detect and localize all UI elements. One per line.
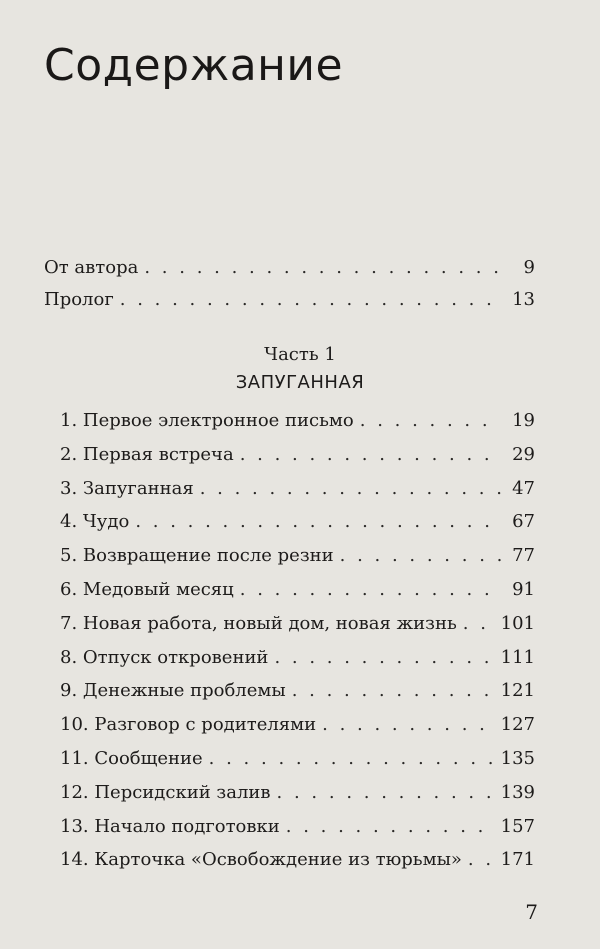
toc-entry bbox=[44, 284, 535, 316]
toc-entry-label: 14. Карточка «Освобождение из тюрьмы» bbox=[60, 849, 462, 871]
page-title: Содержание bbox=[44, 40, 344, 91]
toc-entry bbox=[60, 438, 535, 472]
dot-leader bbox=[463, 607, 495, 641]
chapter-list bbox=[60, 404, 535, 877]
toc-entry-page: 127 bbox=[500, 714, 535, 736]
toc-entry-label: 8. Отпуск откровений bbox=[60, 646, 269, 668]
toc-entry bbox=[60, 674, 535, 708]
dot-leader bbox=[240, 438, 501, 472]
toc-entry-page: 29 bbox=[512, 443, 535, 465]
toc-entry bbox=[60, 742, 535, 776]
dot-leader bbox=[274, 641, 494, 675]
toc-entry-page: 121 bbox=[500, 680, 535, 702]
toc-entry-label: 1. Первое электронное письмо bbox=[60, 410, 354, 431]
toc-entry-label: 5. Возвращение после резни bbox=[60, 545, 334, 567]
toc-entry-label: 13. Начало подготовки bbox=[60, 815, 280, 837]
dot-leader bbox=[286, 810, 495, 844]
toc-entry bbox=[60, 843, 535, 877]
dot-leader bbox=[240, 573, 501, 607]
dot-leader bbox=[200, 472, 501, 506]
toc-entry-page: 139 bbox=[500, 781, 535, 803]
toc-entry-page: 13 bbox=[512, 289, 535, 310]
toc-entry bbox=[60, 776, 535, 810]
dot-leader bbox=[135, 505, 501, 539]
page-number: 7 bbox=[525, 900, 538, 924]
toc-entry-page: 77 bbox=[512, 545, 535, 567]
toc-entry bbox=[60, 708, 535, 742]
toc-entry-page: 9 bbox=[523, 257, 535, 278]
toc-entry bbox=[60, 505, 535, 539]
toc-entry bbox=[60, 573, 535, 607]
toc-entry bbox=[44, 252, 535, 284]
toc-entry-label: 6. Медовый месяц bbox=[60, 578, 234, 600]
dot-leader bbox=[209, 742, 495, 776]
toc-entry-label: 12. Персидский залив bbox=[60, 781, 271, 803]
toc-entry-label: Пролог bbox=[44, 289, 114, 310]
toc-entry bbox=[60, 607, 535, 641]
dot-leader bbox=[144, 252, 501, 284]
toc-entry-label: 9. Денежные проблемы bbox=[60, 680, 286, 702]
toc-entry-label: 10. Разговор с родителями bbox=[60, 714, 317, 736]
toc-entry bbox=[60, 472, 535, 506]
toc-entry-page: 111 bbox=[500, 646, 535, 668]
toc-entry-page: 101 bbox=[500, 612, 535, 634]
dot-leader bbox=[292, 674, 495, 708]
part-number: Часть 1 bbox=[264, 344, 336, 365]
toc-entry-page: 19 bbox=[512, 410, 535, 431]
toc-entry-label: 4. Чудо bbox=[60, 511, 130, 533]
toc-entry-page: 157 bbox=[500, 815, 535, 837]
toc-entry-page: 47 bbox=[512, 477, 535, 499]
part-title: ЗАПУГАННАЯ bbox=[235, 372, 365, 393]
toc-entry bbox=[60, 404, 535, 438]
toc-entry-label: 11. Сообщение bbox=[60, 747, 203, 769]
toc-entry-page: 91 bbox=[512, 578, 535, 600]
dot-leader bbox=[120, 284, 501, 316]
dot-leader bbox=[322, 708, 495, 742]
dot-leader bbox=[340, 539, 501, 573]
toc-entry-page: 135 bbox=[500, 747, 535, 769]
toc-entry-label: От автора bbox=[44, 257, 139, 278]
dot-leader bbox=[468, 843, 495, 877]
toc-entry-label: 3. Запуганная bbox=[60, 477, 194, 499]
toc-entry bbox=[60, 810, 535, 844]
toc-entry bbox=[60, 539, 535, 573]
dot-leader bbox=[360, 404, 501, 438]
dot-leader bbox=[277, 776, 495, 810]
toc-entry bbox=[60, 641, 535, 675]
toc-entry-page: 67 bbox=[512, 511, 535, 533]
front-matter-list bbox=[44, 252, 535, 316]
toc-entry-label: 7. Новая работа, новый дом, новая жизнь bbox=[60, 612, 457, 634]
toc-entry-label: 2. Первая встреча bbox=[60, 443, 234, 465]
toc-entry-page: 171 bbox=[500, 849, 535, 871]
